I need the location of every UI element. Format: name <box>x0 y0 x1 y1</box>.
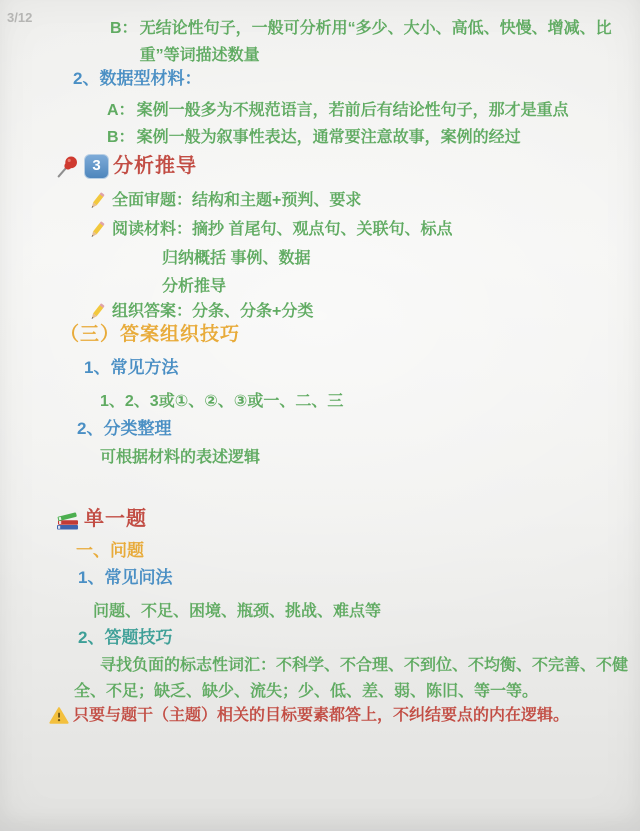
list-marker: B： <box>110 20 138 37</box>
note-text: 可根据材料的表述逻辑 <box>100 449 261 466</box>
section-heading-single <box>54 504 147 534</box>
note-text: 无结论性句子，一般可分析用“多少、大小、高低、快慢、增减、比重”等词描述数量 <box>139 20 612 64</box>
warning-text: 只要与题干（主题）相关的目标要素都答上，不纠结要点的内在逻辑。 <box>73 707 570 724</box>
note-text: 案例一般多为不规范语言，若前后有结论性句子，那才是重点 <box>136 102 569 119</box>
list-marker: A： <box>107 102 135 119</box>
pencil-icon <box>86 219 108 241</box>
list-marker: B： <box>107 129 135 146</box>
note-line-step <box>86 217 452 243</box>
note-text: 1、2、3或①、②、③或一、二、三 <box>100 393 344 410</box>
section-title: 单一题 <box>84 508 147 530</box>
pencil-icon <box>86 190 108 212</box>
section-heading-organize: （三）答案组织技巧 <box>60 324 241 345</box>
warning-icon <box>49 706 69 726</box>
note-line-quant-b <box>110 15 640 69</box>
note-line-case-a <box>107 97 569 124</box>
note-line-warning <box>49 703 569 729</box>
note-text: 全面审题：结构和主题+预判、要求 <box>112 192 362 209</box>
note-text: 案例一般为叙事性表达，通常要注意故事，案例的经过 <box>136 129 521 146</box>
note-line-step <box>86 188 361 214</box>
note-paragraph: 寻找负面的标志性词汇：不科学、不合理、不到位、不均衡、不完善、不健全、不足；缺乏、缺少、流失；少、低、差、弱、陈旧、等一等。 <box>74 657 629 700</box>
note-line-case-b <box>107 124 521 151</box>
keycap-3-badge: 3 <box>84 154 109 179</box>
section-heading-analysis <box>55 150 197 182</box>
subheading-answer-skill: 2、答题技巧 <box>78 628 173 647</box>
pencil-icon <box>86 301 108 323</box>
books-icon <box>54 506 80 532</box>
subheading-problem: 一、问题 <box>76 541 144 560</box>
section-title: 分析推导 <box>113 155 197 177</box>
note-line-continuation: 分析推导 <box>162 278 227 295</box>
note-line-continuation: 归纳概括 事例、数据 <box>162 250 311 267</box>
subheading-data-material: 2、数据型材料： <box>73 69 202 88</box>
subheading-classify: 2、分类整理 <box>77 419 172 438</box>
subheading-method: 1、常见方法 <box>84 358 179 377</box>
note-text: 组织答案：分条、分条+分类 <box>112 303 314 320</box>
note-text: 阅读材料：摘抄 首尾句、观点句、关联句、标点 <box>112 221 453 238</box>
note-text: 问题、不足、困境、瓶颈、挑战、难点等 <box>93 603 382 620</box>
pushpin-icon <box>55 154 80 179</box>
page-indicator: 3/12 <box>7 10 33 25</box>
subheading-common-questions: 1、常见问法 <box>78 568 173 587</box>
